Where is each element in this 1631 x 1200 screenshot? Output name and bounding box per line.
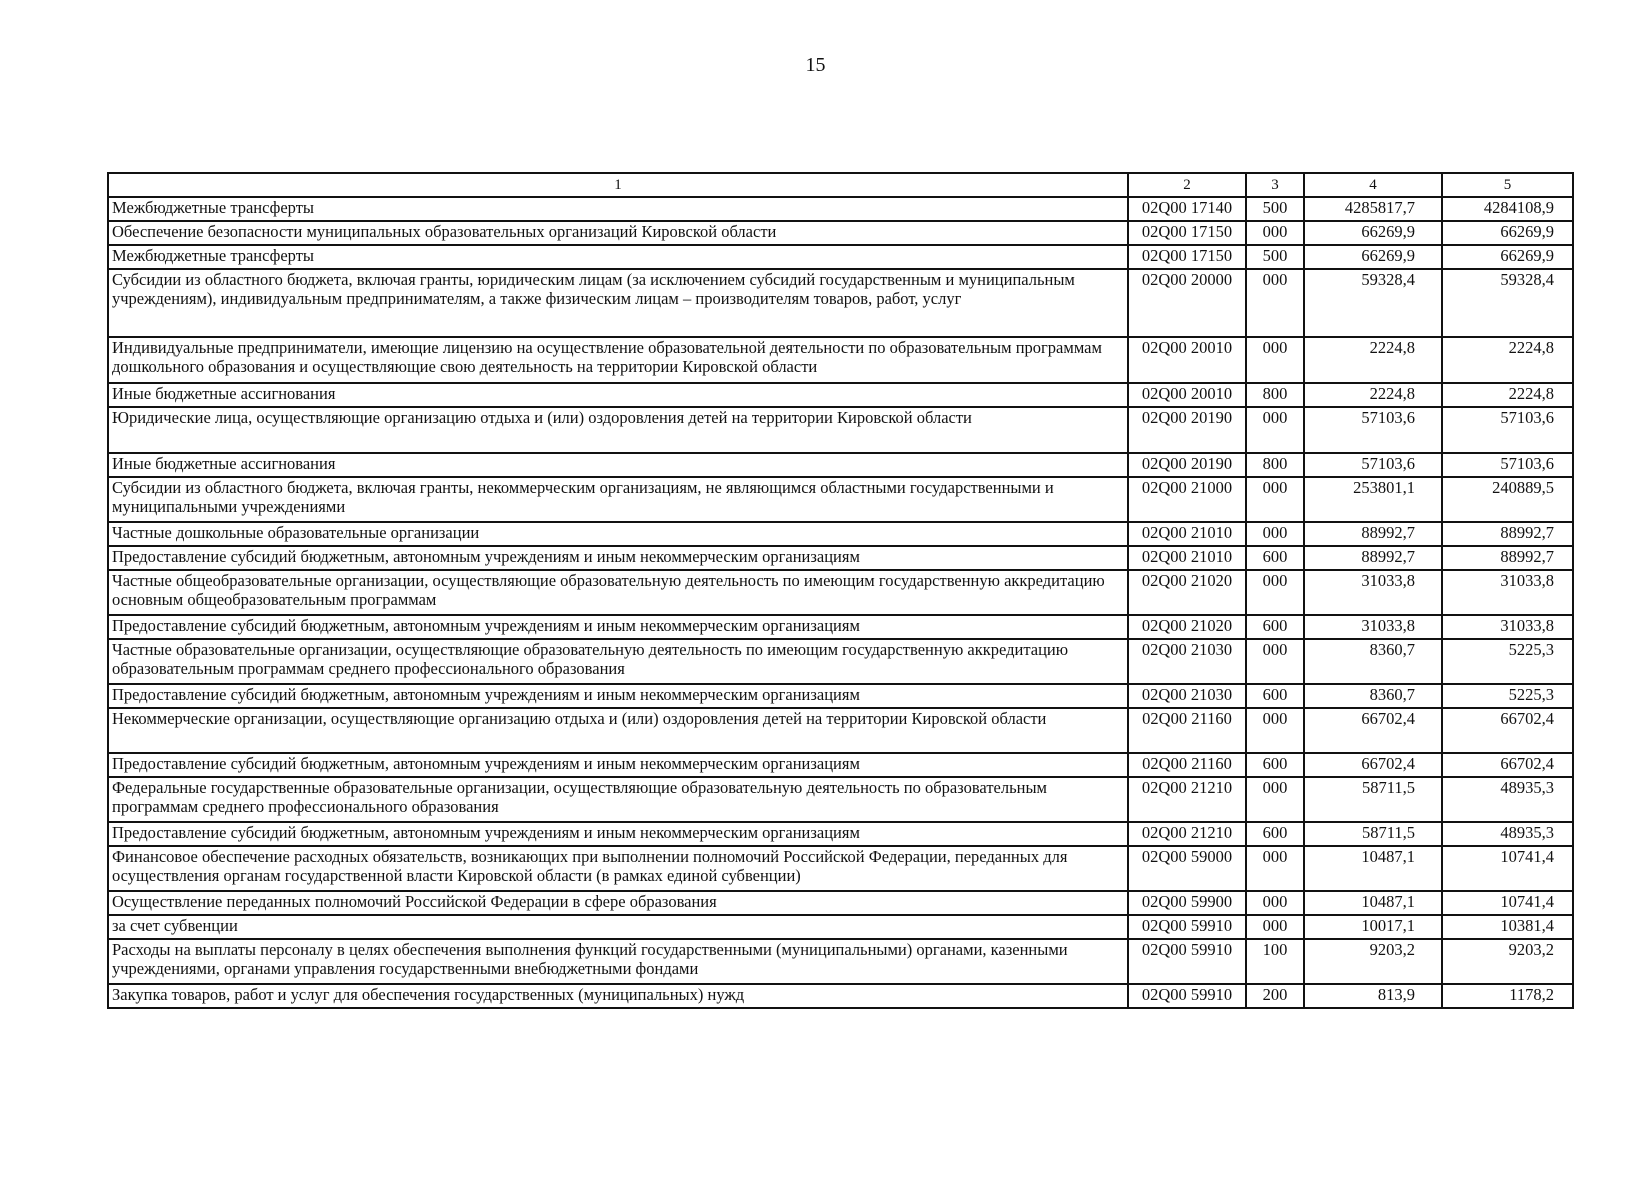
amount-col4: 59328,4	[1304, 269, 1442, 337]
expense-type: 800	[1246, 453, 1304, 477]
amount-col4: 2224,8	[1304, 383, 1442, 407]
table-row	[108, 269, 1573, 337]
target-code: 02Q00 20010	[1128, 337, 1246, 383]
item-name: Субсидии из областного бюджета, включая гранты, юридическим лицам (за исключением субсидий государственным и муниципальным учреждениям), индивидуальным предпринимателям, а также физическим лицам – производителям товаров, работ, услуг	[108, 269, 1128, 337]
table-row	[108, 477, 1573, 522]
item-name: Частные общеобразовательные организации, осуществляющие образовательную деятельность по имеющим государственную аккредитацию основным общеобразовательным программам	[108, 570, 1128, 615]
expense-type: 500	[1246, 245, 1304, 269]
item-name: Юридические лица, осуществляющие организацию отдыха и (или) оздоровления детей на территории Кировской области	[108, 407, 1128, 453]
item-name: Некоммерческие организации, осуществляющие организацию отдыха и (или) оздоровления детей на территории Кировской области	[108, 708, 1128, 753]
table-row	[108, 822, 1573, 846]
target-code: 02Q00 21020	[1128, 615, 1246, 639]
budget-table	[107, 172, 1574, 1009]
amount-col4: 8360,7	[1304, 684, 1442, 708]
expense-type: 000	[1246, 639, 1304, 684]
expense-type: 000	[1246, 269, 1304, 337]
target-code: 02Q00 17140	[1128, 197, 1246, 221]
table-row	[108, 407, 1573, 453]
amount-col4: 31033,8	[1304, 570, 1442, 615]
target-code: 02Q00 21210	[1128, 777, 1246, 822]
table-header-row	[108, 173, 1573, 197]
item-name: Межбюджетные трансферты	[108, 245, 1128, 269]
amount-col4: 10017,1	[1304, 915, 1442, 939]
amount-col4: 88992,7	[1304, 546, 1442, 570]
expense-type: 000	[1246, 846, 1304, 891]
expense-type: 000	[1246, 708, 1304, 753]
table-row	[108, 337, 1573, 383]
amount-col4: 66269,9	[1304, 221, 1442, 245]
table-row	[108, 546, 1573, 570]
amount-col5: 10741,4	[1442, 891, 1573, 915]
table-row	[108, 245, 1573, 269]
table-row	[108, 939, 1573, 984]
target-code: 02Q00 20010	[1128, 383, 1246, 407]
column-header: 1	[108, 173, 1128, 197]
amount-col5: 57103,6	[1442, 453, 1573, 477]
item-name: Федеральные государственные образовательные организации, осуществляющие образовательную деятельность по образовательным программам среднего профессионального образования	[108, 777, 1128, 822]
amount-col4: 31033,8	[1304, 615, 1442, 639]
amount-col4: 9203,2	[1304, 939, 1442, 984]
expense-type: 600	[1246, 822, 1304, 846]
amount-col4: 66702,4	[1304, 753, 1442, 777]
expense-type: 000	[1246, 891, 1304, 915]
amount-col5: 240889,5	[1442, 477, 1573, 522]
table-row	[108, 639, 1573, 684]
target-code: 02Q00 21160	[1128, 753, 1246, 777]
amount-col5: 66269,9	[1442, 221, 1573, 245]
target-code: 02Q00 17150	[1128, 245, 1246, 269]
expense-type: 000	[1246, 337, 1304, 383]
table-row	[108, 197, 1573, 221]
amount-col4: 57103,6	[1304, 453, 1442, 477]
page-number: 15	[805, 54, 826, 76]
expense-type: 800	[1246, 383, 1304, 407]
amount-col4: 253801,1	[1304, 477, 1442, 522]
expense-type: 000	[1246, 221, 1304, 245]
item-name: Обеспечение безопасности муниципальных образовательных организаций Кировской области	[108, 221, 1128, 245]
target-code: 02Q00 59000	[1128, 846, 1246, 891]
expense-type: 600	[1246, 615, 1304, 639]
amount-col4: 4285817,7	[1304, 197, 1442, 221]
target-code: 02Q00 21010	[1128, 522, 1246, 546]
target-code: 02Q00 21030	[1128, 684, 1246, 708]
amount-col5: 57103,6	[1442, 407, 1573, 453]
amount-col4: 66269,9	[1304, 245, 1442, 269]
amount-col5: 5225,3	[1442, 684, 1573, 708]
amount-col5: 10381,4	[1442, 915, 1573, 939]
expense-type: 000	[1246, 570, 1304, 615]
target-code: 02Q00 21000	[1128, 477, 1246, 522]
amount-col4: 2224,8	[1304, 337, 1442, 383]
amount-col5: 66702,4	[1442, 753, 1573, 777]
amount-col5: 31033,8	[1442, 570, 1573, 615]
target-code: 02Q00 59910	[1128, 984, 1246, 1008]
expense-type: 000	[1246, 407, 1304, 453]
target-code: 02Q00 59910	[1128, 939, 1246, 984]
amount-col4: 8360,7	[1304, 639, 1442, 684]
item-name: за счет субвенции	[108, 915, 1128, 939]
target-code: 02Q00 21020	[1128, 570, 1246, 615]
amount-col5: 48935,3	[1442, 822, 1573, 846]
table-row	[108, 915, 1573, 939]
target-code: 02Q00 20000	[1128, 269, 1246, 337]
column-header: 2	[1128, 173, 1246, 197]
target-code: 02Q00 59910	[1128, 915, 1246, 939]
amount-col5: 88992,7	[1442, 522, 1573, 546]
expense-type: 600	[1246, 753, 1304, 777]
amount-col5: 66702,4	[1442, 708, 1573, 753]
item-name: Осуществление переданных полномочий Российской Федерации в сфере образования	[108, 891, 1128, 915]
table-row	[108, 684, 1573, 708]
table-row	[108, 846, 1573, 891]
table-row	[108, 777, 1573, 822]
item-name: Предоставление субсидий бюджетным, автономным учреждениям и иным некоммерческим организациям	[108, 822, 1128, 846]
item-name: Иные бюджетные ассигнования	[108, 383, 1128, 407]
target-code: 02Q00 20190	[1128, 407, 1246, 453]
target-code: 02Q00 17150	[1128, 221, 1246, 245]
column-header: 3	[1246, 173, 1304, 197]
amount-col5: 48935,3	[1442, 777, 1573, 822]
target-code: 02Q00 21010	[1128, 546, 1246, 570]
expense-type: 000	[1246, 522, 1304, 546]
amount-col5: 2224,8	[1442, 383, 1573, 407]
amount-col4: 88992,7	[1304, 522, 1442, 546]
amount-col4: 58711,5	[1304, 777, 1442, 822]
item-name: Межбюджетные трансферты	[108, 197, 1128, 221]
item-name: Предоставление субсидий бюджетным, автономным учреждениям и иным некоммерческим организациям	[108, 684, 1128, 708]
item-name: Частные образовательные организации, осуществляющие образовательную деятельность по имеющим государственную аккредитацию образовательным программам среднего профессионального образования	[108, 639, 1128, 684]
item-name: Предоставление субсидий бюджетным, автономным учреждениям и иным некоммерческим организациям	[108, 753, 1128, 777]
amount-col4: 66702,4	[1304, 708, 1442, 753]
expense-type: 000	[1246, 477, 1304, 522]
amount-col4: 813,9	[1304, 984, 1442, 1008]
expense-type: 000	[1246, 915, 1304, 939]
item-name: Индивидуальные предприниматели, имеющие лицензию на осуществление образовательной деятельности по образовательным программам дошкольного образования и осуществляющие свою деятельность на территории Кировской области	[108, 337, 1128, 383]
item-name: Финансовое обеспечение расходных обязательств, возникающих при выполнении полномочий Российской Федерации, переданных для осуществления органам государственной власти Кировской области (в рамках единой субвенции)	[108, 846, 1128, 891]
target-code: 02Q00 20190	[1128, 453, 1246, 477]
target-code: 02Q00 59900	[1128, 891, 1246, 915]
amount-col4: 10487,1	[1304, 891, 1442, 915]
item-name: Иные бюджетные ассигнования	[108, 453, 1128, 477]
amount-col5: 5225,3	[1442, 639, 1573, 684]
expense-type: 600	[1246, 684, 1304, 708]
item-name: Закупка товаров, работ и услуг для обеспечения государственных (муниципальных) нужд	[108, 984, 1128, 1008]
amount-col5: 31033,8	[1442, 615, 1573, 639]
table-row	[108, 453, 1573, 477]
table-row	[108, 383, 1573, 407]
item-name: Предоставление субсидий бюджетным, автономным учреждениям и иным некоммерческим организациям	[108, 615, 1128, 639]
target-code: 02Q00 21030	[1128, 639, 1246, 684]
amount-col4: 10487,1	[1304, 846, 1442, 891]
expense-type: 100	[1246, 939, 1304, 984]
item-name: Частные дошкольные образовательные организации	[108, 522, 1128, 546]
table-row	[108, 221, 1573, 245]
column-header: 4	[1304, 173, 1442, 197]
amount-col5: 59328,4	[1442, 269, 1573, 337]
table-row	[108, 615, 1573, 639]
amount-col5: 66269,9	[1442, 245, 1573, 269]
amount-col4: 57103,6	[1304, 407, 1442, 453]
table-row	[108, 522, 1573, 546]
expense-type: 200	[1246, 984, 1304, 1008]
expense-type: 500	[1246, 197, 1304, 221]
expense-type: 000	[1246, 777, 1304, 822]
table-row	[108, 891, 1573, 915]
table-row	[108, 753, 1573, 777]
expense-type: 600	[1246, 546, 1304, 570]
amount-col5: 4284108,9	[1442, 197, 1573, 221]
item-name: Расходы на выплаты персоналу в целях обеспечения выполнения функций государственными (муниципальными) органами, казенными учреждениями, органами управления государственными внебюджетными фондами	[108, 939, 1128, 984]
amount-col4: 58711,5	[1304, 822, 1442, 846]
amount-col5: 2224,8	[1442, 337, 1573, 383]
item-name: Предоставление субсидий бюджетным, автономным учреждениям и иным некоммерческим организациям	[108, 546, 1128, 570]
amount-col5: 88992,7	[1442, 546, 1573, 570]
target-code: 02Q00 21160	[1128, 708, 1246, 753]
amount-col5: 1178,2	[1442, 984, 1573, 1008]
table-row	[108, 570, 1573, 615]
amount-col5: 9203,2	[1442, 939, 1573, 984]
target-code: 02Q00 21210	[1128, 822, 1246, 846]
amount-col5: 10741,4	[1442, 846, 1573, 891]
column-header: 5	[1442, 173, 1573, 197]
table-row	[108, 708, 1573, 753]
table-row	[108, 984, 1573, 1008]
item-name: Субсидии из областного бюджета, включая гранты, некоммерческим организациям, не являющимся областными государственными и муниципальными учреждениями	[108, 477, 1128, 522]
